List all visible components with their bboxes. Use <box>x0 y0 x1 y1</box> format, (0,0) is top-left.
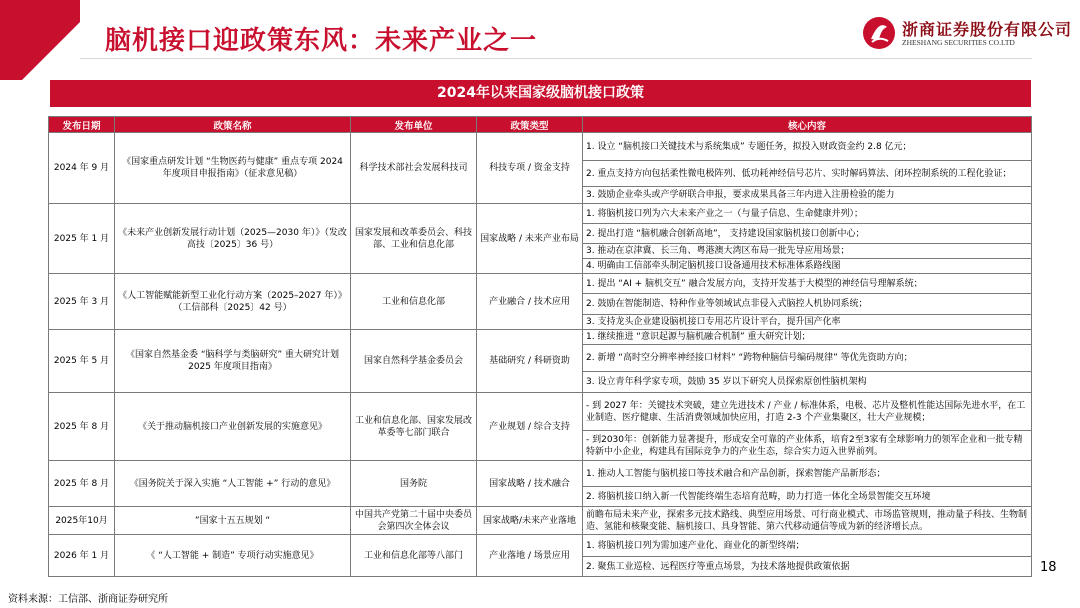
cell-policy-name: ”国家十五五规划 “ <box>115 507 351 535</box>
table-row <box>49 204 1032 224</box>
cell-core-point: 4. 明确由工信部牵头制定脑机接口设备通用技术标准体系路线图 <box>583 259 1032 274</box>
logo-english-name: ZHESHANG SECURITIES CO.LTD <box>902 38 1015 47</box>
cell-core-point: 2. 鼓励在智能制造、特种作业等领域试点非侵入式脑控人机协同系统； <box>583 294 1032 315</box>
cell-policy-name: 《国务院关于深入实施 “人工智能 +” 行动的意见》 <box>115 461 351 507</box>
corner-decoration <box>0 0 80 80</box>
cell-core-point: 2. 将脑机接口纳入新一代智能终端生态培育范畴，助力打造一体化全场景智能交互环境 <box>583 487 1032 507</box>
cell-core-point: 3. 设立青年科学家专项，鼓励 35 岁以下研究人员探索原创性脑机架构 <box>583 372 1032 393</box>
cell-issuer: 科学技术部社会发展科技司 <box>351 133 477 204</box>
cell-core-point: 1. 将脑机接口列为六大未来产业之一（与量子信息、生命健康并列）； <box>583 204 1032 224</box>
cell-core-point: - 到2030年：创新能力显著提升，形成安全可靠的产业体系，培育2至3家有全球影响力的领军企业和一批专精特新中小企业，构建具有国际竞争力的产业生态，综合实力迈入世界前列。 <box>583 431 1032 461</box>
header-divider <box>80 58 1032 59</box>
page-title: 脑机接口迎政策东风：未来产业之一 <box>105 26 538 56</box>
table-header-row <box>49 117 1032 133</box>
table-row <box>49 461 1032 487</box>
cell-issuer: 工业和信息化部等八部门 <box>351 535 477 577</box>
table-row <box>49 393 1032 431</box>
table-row <box>49 133 1032 161</box>
cell-core-point: 1. 设立 “脑机接口关键技术与系统集成” 专题任务，拟投入财政资金约 2.8 亿元； <box>583 133 1032 161</box>
cell-policy-type: 产业规划 / 综合支持 <box>477 393 583 461</box>
cell-core-point: 1. 提出 “AI + 脑机交互” 融合发展方向，支持开发基于大模型的神经信号理解系统； <box>583 274 1032 294</box>
cell-policy-type: 产业融合 / 技术应用 <box>477 274 583 330</box>
cell-date: 2025年10月 <box>49 507 115 535</box>
cell-core-point: 3. 推动在京津冀、长三角、粤港澳大湾区布局一批先导应用场景； <box>583 244 1032 259</box>
cell-core-point: 前瞻布局未来产业，探索多元技术路线、典型应用场景、可行商业模式、市场监管规则，推动量子科技、生物制造、氢能和核聚变能、脑机接口、具身智能、第六代移动通信等成为新的经济增长点。 <box>583 507 1032 535</box>
cell-policy-name: 《人工智能赋能新型工业化行动方案（2025–2027 年）》（工信部科〔2025〕42 号） <box>115 274 351 330</box>
cell-policy-name: 《国家重点研发计划 “生物医药与健康” 重点专项 2024 年度项目申报指南》（征求意见稿） <box>115 133 351 204</box>
table-row <box>49 330 1032 345</box>
column-header-policy-type: 政策类型 <box>477 117 583 133</box>
policy-table <box>48 116 1032 577</box>
cell-policy-name: 《未来产业创新发展行动计划（2025—2030 年）》（发改高技〔2025〕36 号） <box>115 204 351 274</box>
cell-core-point: 1. 推动人工智能与脑机接口等技术融合和产品创新，探索智能产品新形态； <box>583 461 1032 487</box>
cell-date: 2025 年 8 月 <box>49 393 115 461</box>
cell-issuer: 工业和信息化部、国家发展改革委等七部门联合 <box>351 393 477 461</box>
column-header-core-content: 核心内容 <box>583 117 1032 133</box>
cell-issuer: 中国共产党第二十届中央委员会第四次全体会议 <box>351 507 477 535</box>
cell-core-point: 3. 鼓励企业牵头或产学研联合申报，要求成果具备三年内进入注册检验的能力 <box>583 187 1032 204</box>
cell-date: 2025 年 8 月 <box>49 461 115 507</box>
column-header-policy-name: 政策名称 <box>115 117 351 133</box>
column-header-issuer: 发布单位 <box>351 117 477 133</box>
cell-core-point: 1. 继续推进 “意识起源与脑机融合机制” 重大研究计划； <box>583 330 1032 345</box>
cell-core-point: 2. 聚焦工业巡检、远程医疗等重点场景，为技术落地提供政策依据 <box>583 557 1032 577</box>
cell-date: 2026 年 1 月 <box>49 535 115 577</box>
page-number: 18 <box>1040 560 1057 575</box>
cell-date: 2025 年 3 月 <box>49 274 115 330</box>
cell-core-point: 1. 将脑机接口列为需加速产业化、商业化的新型终端； <box>583 535 1032 557</box>
table-row <box>49 535 1032 557</box>
table-banner: 2024年以来国家级脑机接口政策 <box>50 80 1031 107</box>
logo-chinese-name: 浙商证券股份有限公司 <box>902 20 1073 39</box>
cell-issuer: 国务院 <box>351 461 477 507</box>
cell-core-point: 2. 提出打造 “脑机融合创新高地”， 支持建设国家脑机接口创新中心； <box>583 224 1032 244</box>
cell-date: 2024 年 9 月 <box>49 133 115 204</box>
cell-policy-type: 国家战略 / 技术融合 <box>477 461 583 507</box>
cell-date: 2025 年 1 月 <box>49 204 115 274</box>
cell-policy-type: 科技专项 / 资金支持 <box>477 133 583 204</box>
cell-issuer: 工业和信息化部 <box>351 274 477 330</box>
source-note: 资料来源：工信部、浙商证券研究所 <box>8 594 168 605</box>
cell-core-point: 3. 支持龙头企业建设脑机接口专用芯片设计平台，提升国产化率 <box>583 315 1032 330</box>
cell-policy-name: 《 “人工智能 + 制造” 专项行动实施意见》 <box>115 535 351 577</box>
cell-policy-type: 国家战略 / 未来产业布局 <box>477 204 583 274</box>
cell-policy-type: 基础研究 / 科研资助 <box>477 330 583 393</box>
cell-issuer: 国家自然科学基金委员会 <box>351 330 477 393</box>
cell-core-point: 2. 重点支持方向包括柔性微电极阵列、低功耗神经信号芯片、实时解码算法、闭环控制系统的工程化验证； <box>583 161 1032 187</box>
cell-policy-name: 《国家自然基金委 “脑科学与类脑研究” 重大研究计划 2025 年度项目指南》 <box>115 330 351 393</box>
cell-core-point: - 到 2027 年：关键技术突破，建立先进技术 / 产业 / 标准体系，电极、芯片及整机性能达国际先进水平，在工业制造、医疗健康、生活消费领域加快应用，打造 2-3 个产业集聚区，壮大产业规模； <box>583 393 1032 431</box>
company-logo <box>862 16 1073 52</box>
cell-policy-type: 国家战略/未来产业落地 <box>477 507 583 535</box>
cell-date: 2025 年 5 月 <box>49 330 115 393</box>
column-header-date: 发布日期 <box>49 117 115 133</box>
cell-core-point: 2. 新增 “高时空分辨率神经接口材料” “跨物种脑信号编码规律” 等优先资助方向； <box>583 345 1032 372</box>
cell-issuer: 国家发展和改革委员会、科技部、工业和信息化部 <box>351 204 477 274</box>
table-row <box>49 507 1032 535</box>
table-row <box>49 274 1032 294</box>
zheshang-logo-icon <box>862 16 896 50</box>
cell-policy-type: 产业落地 / 场景应用 <box>477 535 583 577</box>
cell-policy-name: 《关于推动脑机接口产业创新发展的实施意见》 <box>115 393 351 461</box>
